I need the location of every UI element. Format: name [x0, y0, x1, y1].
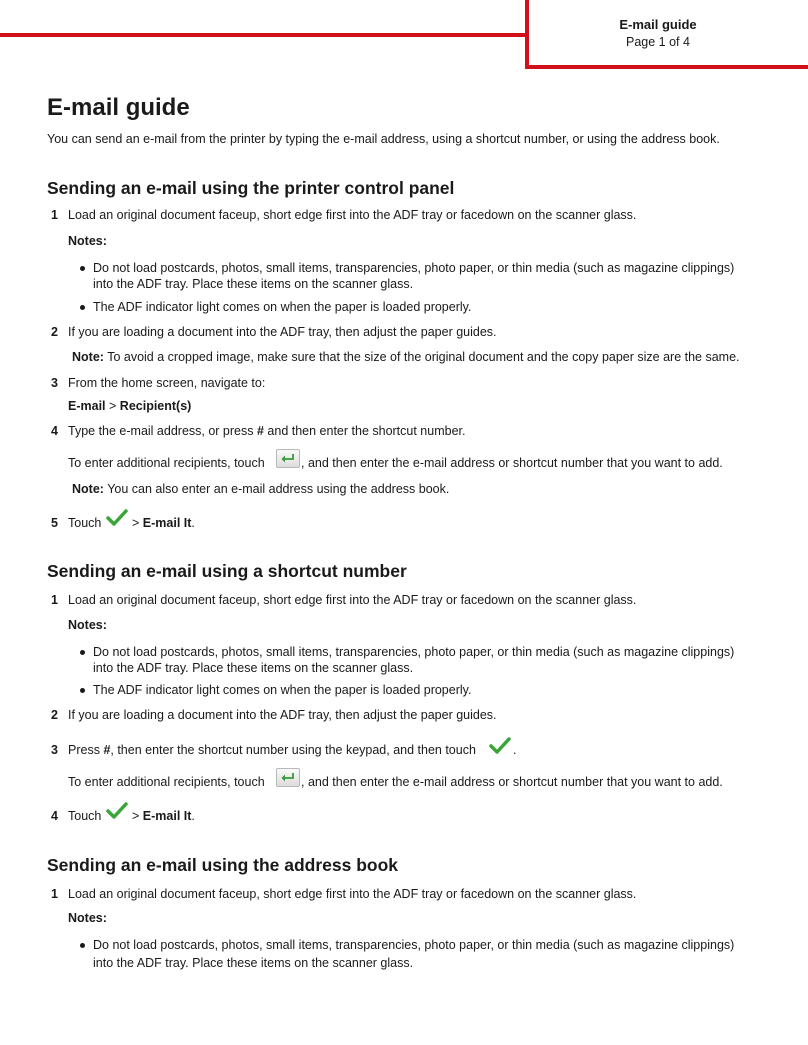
step-text: Load an original document faceup, short edge first into the ADF tray or facedown on the scanner glass.	[68, 208, 637, 222]
step-text: From the home screen, navigate to:	[68, 376, 266, 390]
note-text: To avoid a cropped image, make sure that the size of the original document and the copy paper size are the same.	[107, 350, 740, 364]
step-number: 1	[51, 593, 58, 607]
step-text-part: and then enter the shortcut number.	[267, 424, 466, 438]
note-text: into the ADF tray. Place these items on the scanner glass.	[93, 661, 414, 675]
header-title: E-mail guide	[619, 17, 697, 32]
bullet-icon	[80, 943, 85, 948]
section-3-title: Sending an e-mail using the address book	[47, 855, 399, 875]
bullet-icon	[80, 266, 85, 271]
step-number: 1	[51, 208, 58, 222]
return-arrow-icon	[276, 768, 300, 787]
note-label: Note:	[72, 482, 104, 496]
note-text: Do not load postcards, photos, small items, transparencies, photo paper, or thin media (such as magazine clippings)	[93, 645, 735, 659]
note-line	[72, 481, 449, 498]
bullet-icon	[80, 688, 85, 693]
menu-path-email: E-mail	[68, 399, 106, 413]
email-it-label: E-mail It	[142, 516, 192, 530]
add-recipients-text: To enter additional recipients, touch	[68, 775, 265, 789]
note-text: The ADF indicator light comes on when the paper is loaded properly.	[93, 683, 472, 697]
note-line	[72, 349, 740, 366]
green-check-icon	[105, 801, 129, 821]
add-recipients-text: , and then enter the e-mail address or shortcut number that you want to add.	[301, 775, 723, 789]
add-recipients-text: To enter additional recipients, touch	[68, 456, 265, 470]
note-text: Do not load postcards, photos, small items, transparencies, photo paper, or thin media (such as magazine clippings)	[93, 938, 735, 952]
step-text: Touch	[68, 516, 102, 530]
page-title: E-mail guide	[47, 94, 190, 121]
header-page-number: Page 1 of 4	[626, 35, 690, 49]
note-text: You can also enter an e-mail address using the address book.	[107, 482, 450, 496]
menu-path-recipients: Recipient(s)	[119, 399, 192, 413]
step-number: 2	[51, 325, 58, 339]
step-text-part: Press	[68, 743, 100, 757]
step-text: If you are loading a document into the ADF tray, then adjust the paper guides.	[68, 325, 497, 339]
period: .	[191, 516, 195, 530]
hash-key: #	[103, 743, 111, 757]
step-number: 3	[51, 743, 58, 757]
notes-label: Notes:	[68, 234, 107, 248]
step-text: Load an original document faceup, short edge first into the ADF tray or facedown on the scanner glass.	[68, 887, 637, 901]
separator: >	[132, 809, 140, 823]
hash-key: #	[256, 424, 264, 438]
step-number: 1	[51, 887, 58, 901]
bullet-icon	[80, 305, 85, 310]
period: .	[191, 809, 195, 823]
step-text-part: Type the e-mail address, or press	[68, 424, 254, 438]
step-number: 4	[51, 809, 58, 823]
note-text: into the ADF tray. Place these items on the scanner glass.	[93, 956, 414, 970]
step-number: 4	[51, 424, 58, 438]
step-text: If you are loading a document into the ADF tray, then adjust the paper guides.	[68, 708, 497, 722]
section-1-title: Sending an e-mail using the printer control panel	[47, 178, 455, 198]
return-arrow-icon	[276, 449, 300, 468]
notes-label: Notes:	[68, 618, 107, 632]
note-text: The ADF indicator light comes on when the paper is loaded properly.	[93, 300, 472, 314]
note-text: Do not load postcards, photos, small items, transparencies, photo paper, or thin media (such as magazine clippings)	[93, 261, 735, 275]
separator: >	[132, 516, 140, 530]
add-recipients-text: , and then enter the e-mail address or shortcut number that you want to add.	[301, 456, 723, 470]
step-text: Load an original document faceup, short edge first into the ADF tray or facedown on the scanner glass.	[68, 593, 637, 607]
section-2-title: Sending an e-mail using a shortcut number	[47, 561, 407, 581]
step-text	[68, 742, 476, 759]
bullet-icon	[80, 650, 85, 655]
step-text	[68, 423, 465, 440]
step-text-part: , then enter the shortcut number using the keypad, and then touch	[110, 743, 476, 757]
header-rule	[0, 33, 528, 37]
menu-path	[68, 398, 191, 415]
note-label: Note:	[72, 350, 104, 364]
step-text	[132, 808, 195, 825]
step-number: 2	[51, 708, 58, 722]
period: .	[513, 743, 517, 757]
intro-text: You can send an e-mail from the printer by typing the e-mail address, using a shortcut number, or using the address book.	[47, 132, 720, 146]
step-number: 5	[51, 516, 58, 530]
green-check-icon	[105, 508, 129, 528]
step-text	[132, 515, 195, 532]
menu-path-separator: >	[109, 399, 117, 413]
note-text: into the ADF tray. Place these items on the scanner glass.	[93, 277, 414, 291]
green-check-icon	[488, 736, 512, 756]
step-number: 3	[51, 376, 58, 390]
notes-label: Notes:	[68, 911, 107, 925]
email-it-label: E-mail It	[142, 809, 192, 823]
step-text: Touch	[68, 809, 102, 823]
